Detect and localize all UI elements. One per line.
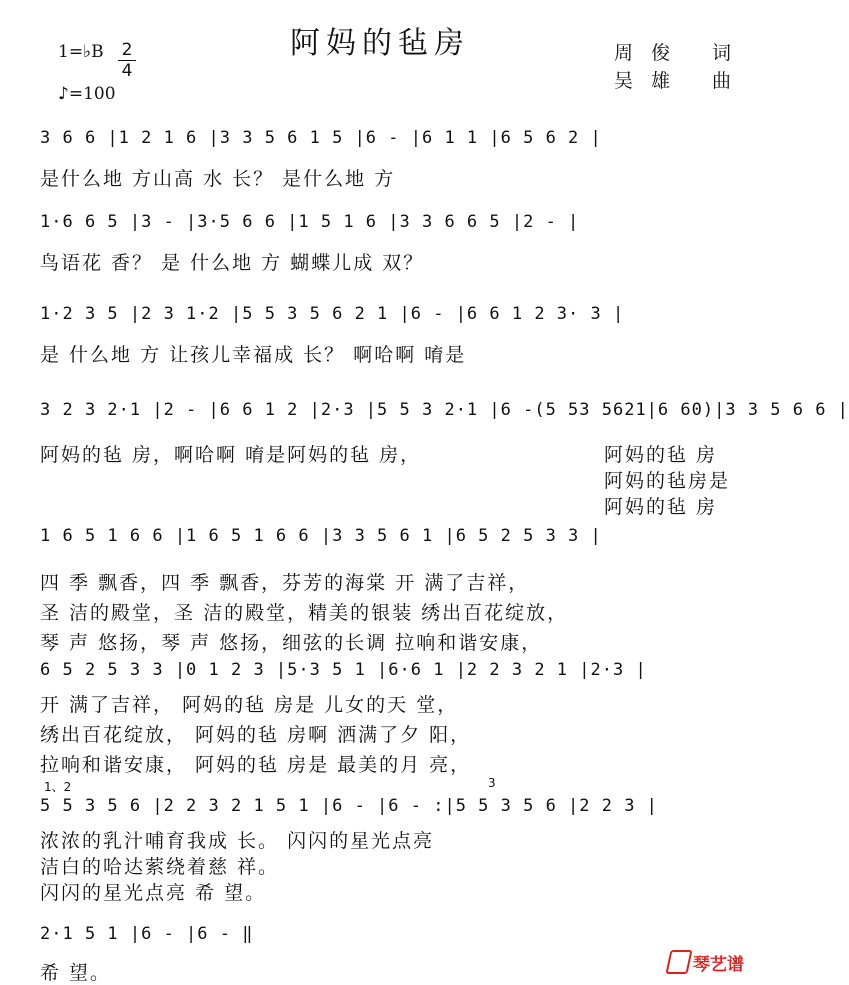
score-row-6-lyrics-3: 拉响和谐安康， 阿妈的毡 房是 最美的月 亮，: [40, 754, 472, 776]
score-row-4-notes: 3 2 3 2·1 |2 - |6 6 1 2 |2·3 |5 5 3 2·1 |6 -(5 53 5621|6 60)|3 3 5 6 6 |: [40, 400, 849, 420]
score-row-5-notes: 1 6 5 1 6 6 |1 6 5 1 6 6 |3 3 5 6 1 |6 5 2 5 3 3 |: [40, 526, 602, 546]
score-row-4-lyrics: 阿妈的毡 房，啊哈啊 唷是阿妈的毡 房，: [40, 444, 422, 466]
score-row-7-lyrics-2: 洁白的哈达萦绕着慈 祥。: [40, 856, 280, 878]
song-title: 阿妈的毡房: [290, 26, 470, 61]
watermark-logo-icon: [665, 950, 692, 974]
score-row-4-alt-lyrics-1: 阿妈的毡 房: [604, 444, 718, 466]
score-row-5-lyrics-2: 圣 洁的殿堂，圣 洁的殿堂，精美的银装 绣出百花绽放，: [40, 602, 569, 624]
score-row-4-alt-lyrics-2: 阿妈的毡房是: [604, 470, 731, 492]
score-row-5-lyrics-3: 琴 声 悠扬，琴 声 悠扬，细弦的长调 拉响和谐安康，: [40, 632, 543, 654]
key-signature: 1=♭B: [58, 42, 104, 62]
score-row-3-lyrics: 是 什么地 方 让孩儿幸福成 长？ 啊哈啊 唷是: [40, 344, 467, 366]
tempo-marking: ♪=100: [58, 84, 116, 104]
score-row-8-notes: 2·1 5 1 |6 - |6 - ‖: [40, 924, 254, 944]
score-row-2-lyrics: 鸟语花 香？ 是 什么地 方 蝴蝶儿成 双？: [40, 252, 425, 274]
score-row-5-lyrics-1: 四 季 飘香，四 季 飘香，芬芳的海棠 开 满了吉祥，: [40, 572, 530, 594]
meter-bottom: 4: [118, 60, 136, 81]
score-row-8-lyrics: 希 望。: [40, 962, 112, 984]
volta-second-ending: 3: [488, 776, 496, 790]
site-watermark: [668, 948, 754, 976]
score-row-2-notes: 1·6 6 5 |3 - |3·5 6 6 |1 5 1 6 |3 3 6 6 5 |2 - |: [40, 212, 580, 232]
score-row-1-lyrics: 是什么地 方山高 水 长？ 是什么地 方: [40, 168, 396, 190]
score-row-7-lyrics-1: 浓浓的乳汁哺育我成 长。 闪闪的星光点亮: [40, 830, 435, 852]
composer-credit: 吴雄 曲: [614, 70, 750, 92]
score-row-1-notes: 3 6 6 |1 2 1 6 |3 3 5 6 1 5 |6 - |6 1 1 |6 5 6 2 |: [40, 128, 602, 148]
lyricist-credit: 周俊 词: [614, 42, 750, 64]
score-row-6-lyrics-2: 绣出百花绽放， 阿妈的毡 房啊 洒满了夕 阳，: [40, 724, 472, 746]
score-row-6-lyrics-1: 开 满了吉祥， 阿妈的毡 房是 儿女的天 堂，: [40, 694, 459, 716]
score-row-6-notes: 6 5 2 5 3 3 |0 1 2 3 |5·3 5 1 |6·6 1 |2 2 3 2 1 |2·3 |: [40, 660, 647, 680]
meter-top: 2: [121, 40, 133, 60]
score-row-4-alt-lyrics-3: 阿妈的毡 房: [604, 496, 718, 518]
time-signature: [118, 40, 136, 81]
score-row-7-lyrics-3: 闪闪的星光点亮 希 望。: [40, 882, 267, 904]
watermark-text: 琴艺谱: [693, 954, 744, 975]
score-row-7-notes: 5 5 3 5 6 |2 2 3 2 1 5 1 |6 - |6 - :|5 5 3 5 6 |2 2 3 |: [40, 796, 658, 816]
score-row-3-notes: 1·2 3 5 |2 3 1·2 |5 5 3 5 6 2 1 |6 - |6 6 1 2 3· 3 |: [40, 304, 625, 324]
volta-first-ending: 1、2: [44, 780, 72, 794]
